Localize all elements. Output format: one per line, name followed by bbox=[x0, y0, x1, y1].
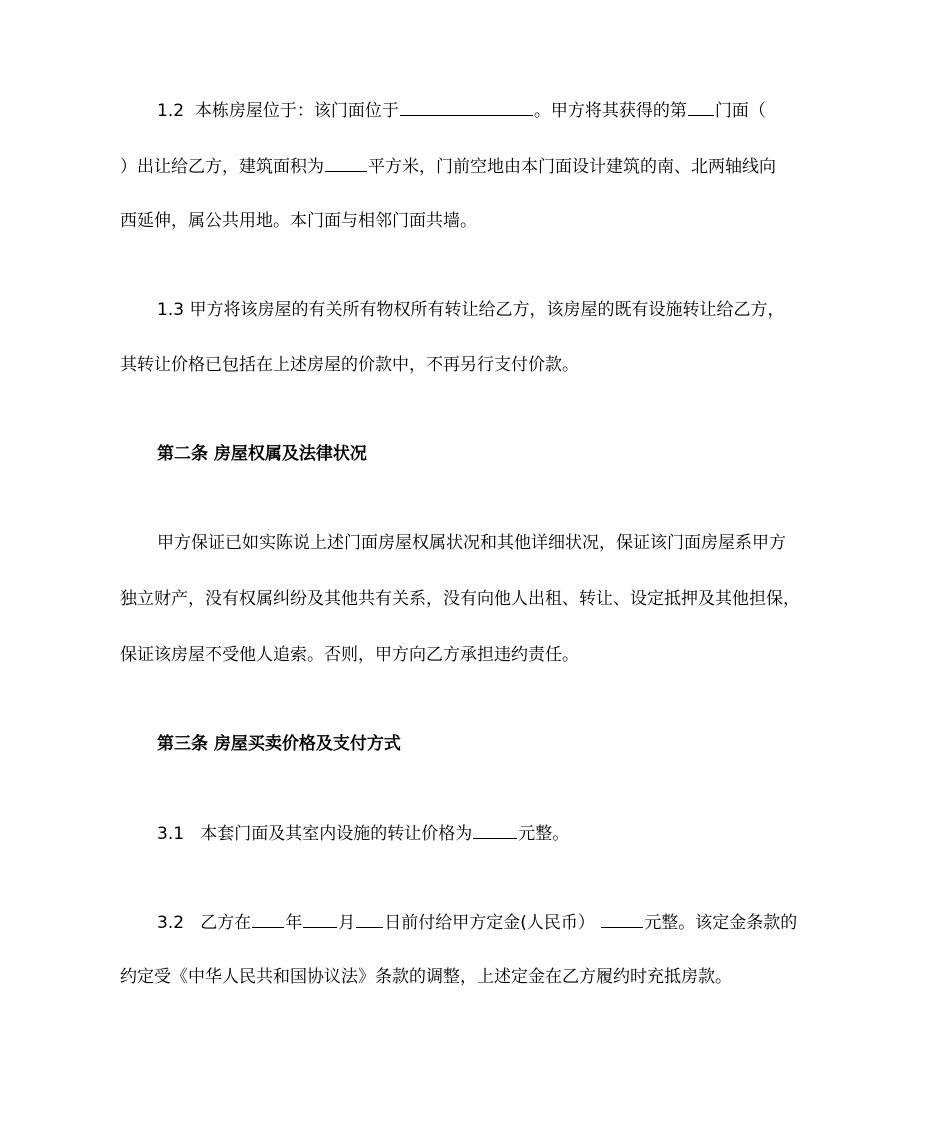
clause-number: 3.1 bbox=[157, 824, 185, 844]
area-blank[interactable] bbox=[325, 153, 367, 172]
article-2-line-2: 独立财产，没有权属纠纷及其他共有关系，没有向他人出租、转让、设定抵押及其他担保， bbox=[120, 589, 800, 609]
clause-3-2-line-1 bbox=[157, 909, 832, 935]
clause-3-1 bbox=[157, 820, 832, 846]
clause-number: 3.2 bbox=[157, 913, 185, 933]
clause-text: 乙方在 bbox=[200, 913, 252, 933]
clause-text: 日前付给甲方定金(人民币） bbox=[384, 913, 595, 933]
day-blank[interactable] bbox=[356, 909, 383, 928]
deposit-blank[interactable] bbox=[601, 909, 643, 928]
clause-text: 元整。该定金条款的 bbox=[644, 913, 798, 933]
clause-1-2-line-2 bbox=[120, 153, 832, 179]
article-2-heading: 第二条 房屋权属及法律状况 bbox=[157, 444, 367, 464]
clause-number: 1.2 bbox=[157, 101, 185, 121]
clause-text: ）出让给乙方，建筑面积为 bbox=[120, 157, 324, 177]
clause-text: 本栋房屋位于：该门面位于 bbox=[194, 101, 399, 121]
clause-text: 。甲方将其获得的第 bbox=[533, 101, 687, 121]
article-2-line-1: 甲方保证已如实陈说上述门面房屋权属状况和其他详细状况，保证该门面房屋系甲方 bbox=[157, 533, 786, 553]
clause-1-3-line-2: 其转让价格已包括在上述房屋的价款中，不再另行支付价款。 bbox=[120, 355, 579, 375]
clause-text: 月 bbox=[338, 913, 356, 933]
year-blank[interactable] bbox=[252, 909, 284, 928]
clause-1-2-line-1 bbox=[157, 97, 832, 123]
clause-text: 元整。 bbox=[518, 824, 570, 844]
clause-3-2-line-2: 约定受《中华人民共和国协议法》条款的调整，上述定金在乙方履约时充抵房款。 bbox=[120, 967, 732, 987]
clause-1-2-line-3: 西延伸，属公共用地。本门面与相邻门面共墙。 bbox=[120, 211, 477, 231]
location-blank[interactable] bbox=[400, 97, 533, 116]
clause-text: 门面（ bbox=[714, 101, 766, 121]
article-2-line-3: 保证该房屋不受他人追索。否则，甲方向乙方承担违约责任。 bbox=[120, 645, 579, 665]
article-3-heading: 第三条 房屋买卖价格及支付方式 bbox=[157, 734, 401, 754]
unit-number-blank[interactable] bbox=[688, 97, 714, 116]
clause-text: 平方米，门前空地由本门面设计建筑的南、北两轴线向 bbox=[368, 157, 776, 177]
clause-text: 本套门面及其室内设施的转让价格为 bbox=[200, 824, 473, 844]
month-blank[interactable] bbox=[303, 909, 337, 928]
price-blank[interactable] bbox=[473, 820, 517, 839]
clause-text: 年 bbox=[285, 913, 303, 933]
clause-1-3-line-1: 1.3 甲方将该房屋的有关所有物权所有转让给乙方，该房屋的既有设施转让给乙方， bbox=[157, 300, 785, 320]
